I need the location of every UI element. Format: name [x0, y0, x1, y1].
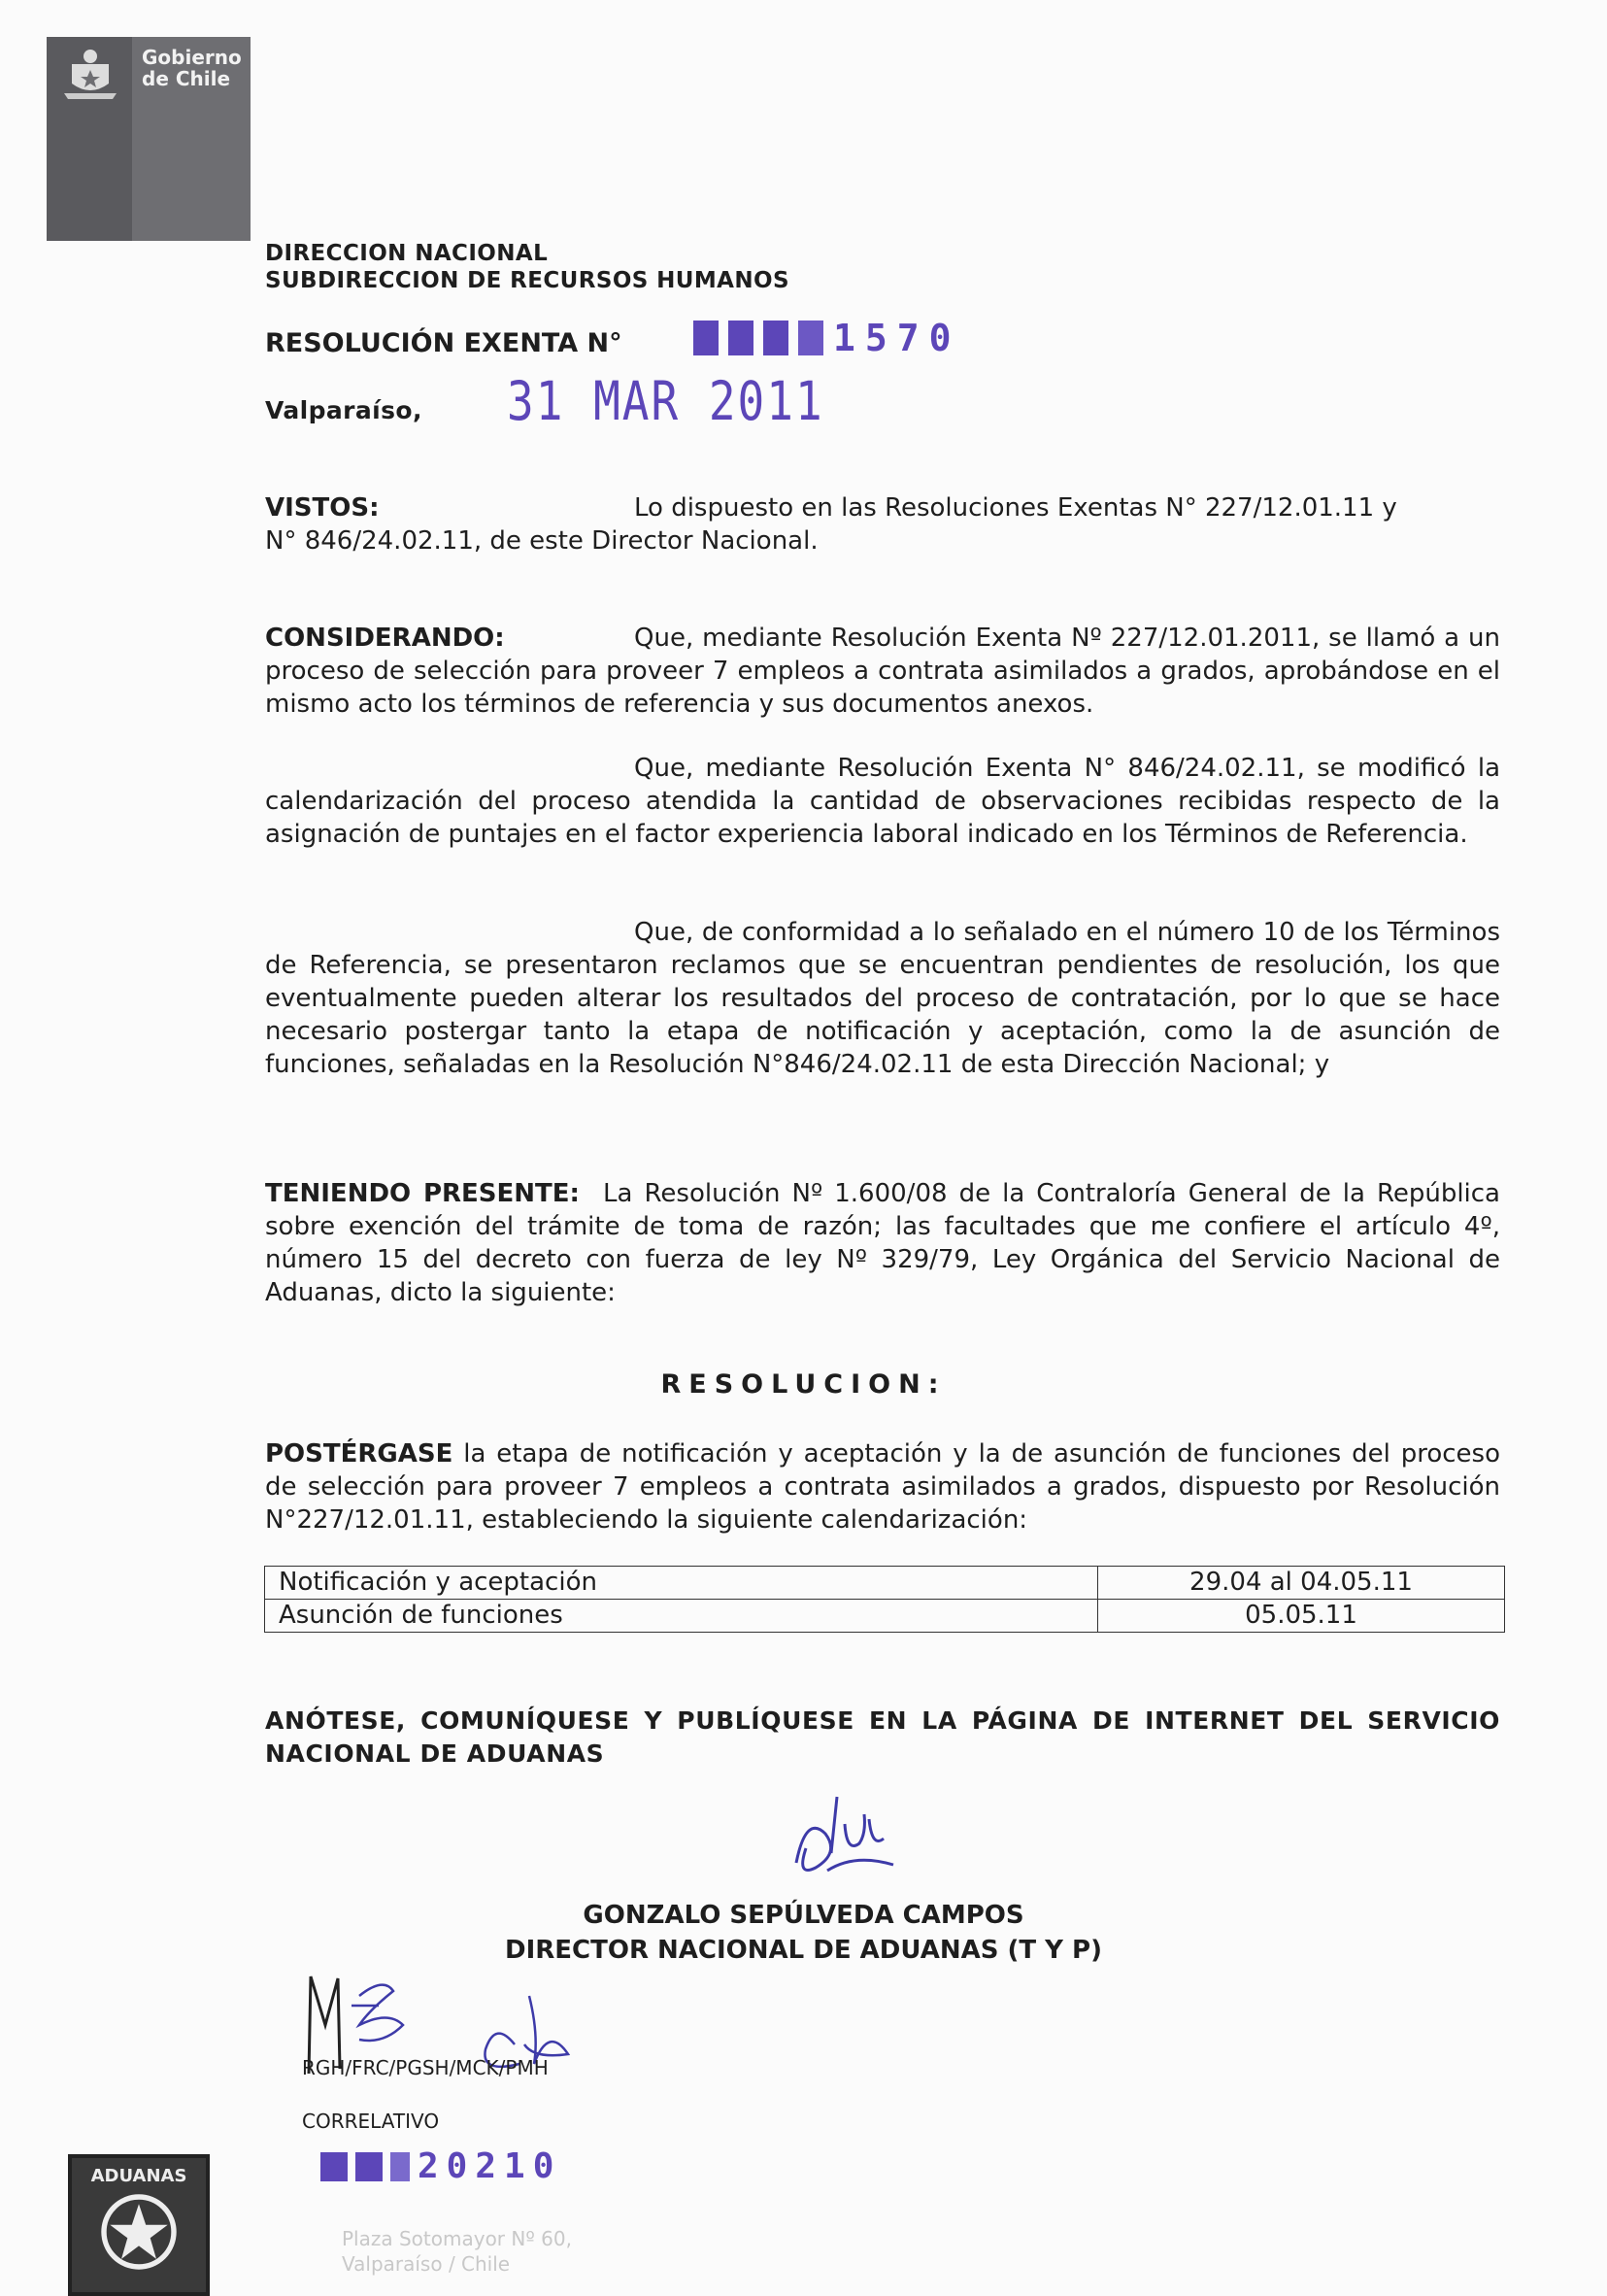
table-row	[265, 1600, 1505, 1633]
considerando-label: CONSIDERANDO:	[265, 624, 505, 653]
vistos-section	[265, 491, 1500, 557]
initials: RGH/FRC/PGSH/MCK/PMH	[302, 2056, 549, 2079]
postergase-lead: POSTÉRGASE	[265, 1439, 453, 1469]
resolution-label: RESOLUCIÓN EXENTA N°	[265, 328, 622, 358]
gobierno-de-chile-logo	[47, 37, 251, 241]
signatory-name: GONZALO SEPÚLVEDA CAMPOS	[583, 1901, 1024, 1930]
vistos-text-first: Lo dispuesto en las Resoluciones Exentas N° 227/12.01.11 y	[634, 493, 1397, 523]
vistos-text-rest: N° 846/24.02.11, de este Director Nacional.	[265, 526, 819, 556]
place-label: Valparaíso,	[265, 396, 422, 424]
header-line-1: DIRECCION NACIONAL	[265, 241, 549, 266]
closing-text: ANÓTESE, COMUNÍQUESE Y PUBLÍQUESE EN LA PÁGINA DE INTERNET DEL SERVICIO NACIONAL DE ADUANAS	[265, 1706, 1500, 1768]
stage-cell: Asunción de funciones	[265, 1600, 1098, 1633]
dates-cell: 05.05.11	[1098, 1600, 1505, 1633]
footer-address: Plaza Sotomayor Nº 60, Valparaíso / Chile	[342, 2227, 572, 2276]
date-stamp: 31 MAR 2011	[507, 369, 824, 433]
stage-cell: Notificación y aceptación	[265, 1567, 1098, 1600]
teniendo-label: TENIENDO PRESENTE:	[265, 1179, 580, 1208]
correlativo-label: CORRELATIVO	[302, 2110, 440, 2133]
resolucion-title: RESOLUCION:	[660, 1369, 947, 1400]
teniendo-presente: TENIENDO PRESENTE: La Resolución Nº 1.600/08 de la Contraloría General de la República sobre exención del trámite de toma de razón; las facultades que me confiere el artículo 4º, número 15 del decreto con fuerza de ley Nº 329/79, Ley Orgánica del Servicio Nacional de Aduanas, dicto la siguiente:	[265, 1179, 1500, 1307]
correlativo-stamp	[320, 2146, 561, 2186]
director-signature	[787, 1795, 913, 1902]
dates-cell: 29.04 al 04.05.11	[1098, 1567, 1505, 1600]
header-line-2: SUBDIRECCION DE RECURSOS HUMANOS	[265, 268, 789, 293]
resolucion-body: POSTÉRGASE la etapa de notificación y aceptación y la de asunción de funciones del proceso de selección para proveer 7 empleos a contrata asimilados a grados, dispuesto por Resolución N°227/12.01.11, estableciendo la siguiente calendarización:	[265, 1439, 1500, 1535]
correlativo-number: 20210	[418, 2146, 562, 2186]
resolution-number-stamp	[693, 317, 961, 359]
considerando-p1: CONSIDERANDO: Que, mediante Resolución Exenta Nº 227/12.01.2011, se llamó a un proceso de selección para proveer 7 empleos a contrata asimilados a grados, aprobándose en el mismo acto los términos de referencia y sus documentos anexos.	[265, 624, 1500, 719]
aduanas-badge	[68, 2154, 210, 2296]
badge-text: ADUANAS	[90, 2166, 187, 2186]
signatory-title: DIRECTOR NACIONAL DE ADUANAS (T Y P)	[505, 1936, 1102, 1965]
considerando-p2: Que, mediante Resolución Exenta N° 846/24.02.11, se modificó la calendarización del proceso atendida la cantidad de observaciones recibidas respecto de la asignación de puntajes en el factor experiencia laboral indicado en los Términos de Referencia.	[265, 754, 1501, 849]
logo-text: Gobierno de Chile	[142, 46, 242, 90]
table-row	[265, 1567, 1505, 1600]
considerando-p3: Que, de conformidad a lo señalado en el número 10 de los Términos de Referencia, se presentaron reclamos que se encuentran pendientes de resolución, los que eventualmente pueden alterar los resultados del proceso de contratación, por lo que se hace necesario postergar tanto la etapa de notificación y aceptación, como la de asunción de funciones, señaladas en la Resolución N°846/24.02.11 de esta Dirección Nacional; y	[265, 918, 1500, 1079]
resolution-number: 1570	[833, 317, 961, 359]
calendar-table	[264, 1566, 1505, 1633]
coat-of-arms-icon	[60, 47, 120, 103]
vistos-label: VISTOS:	[265, 493, 380, 523]
star-icon	[90, 2188, 187, 2276]
